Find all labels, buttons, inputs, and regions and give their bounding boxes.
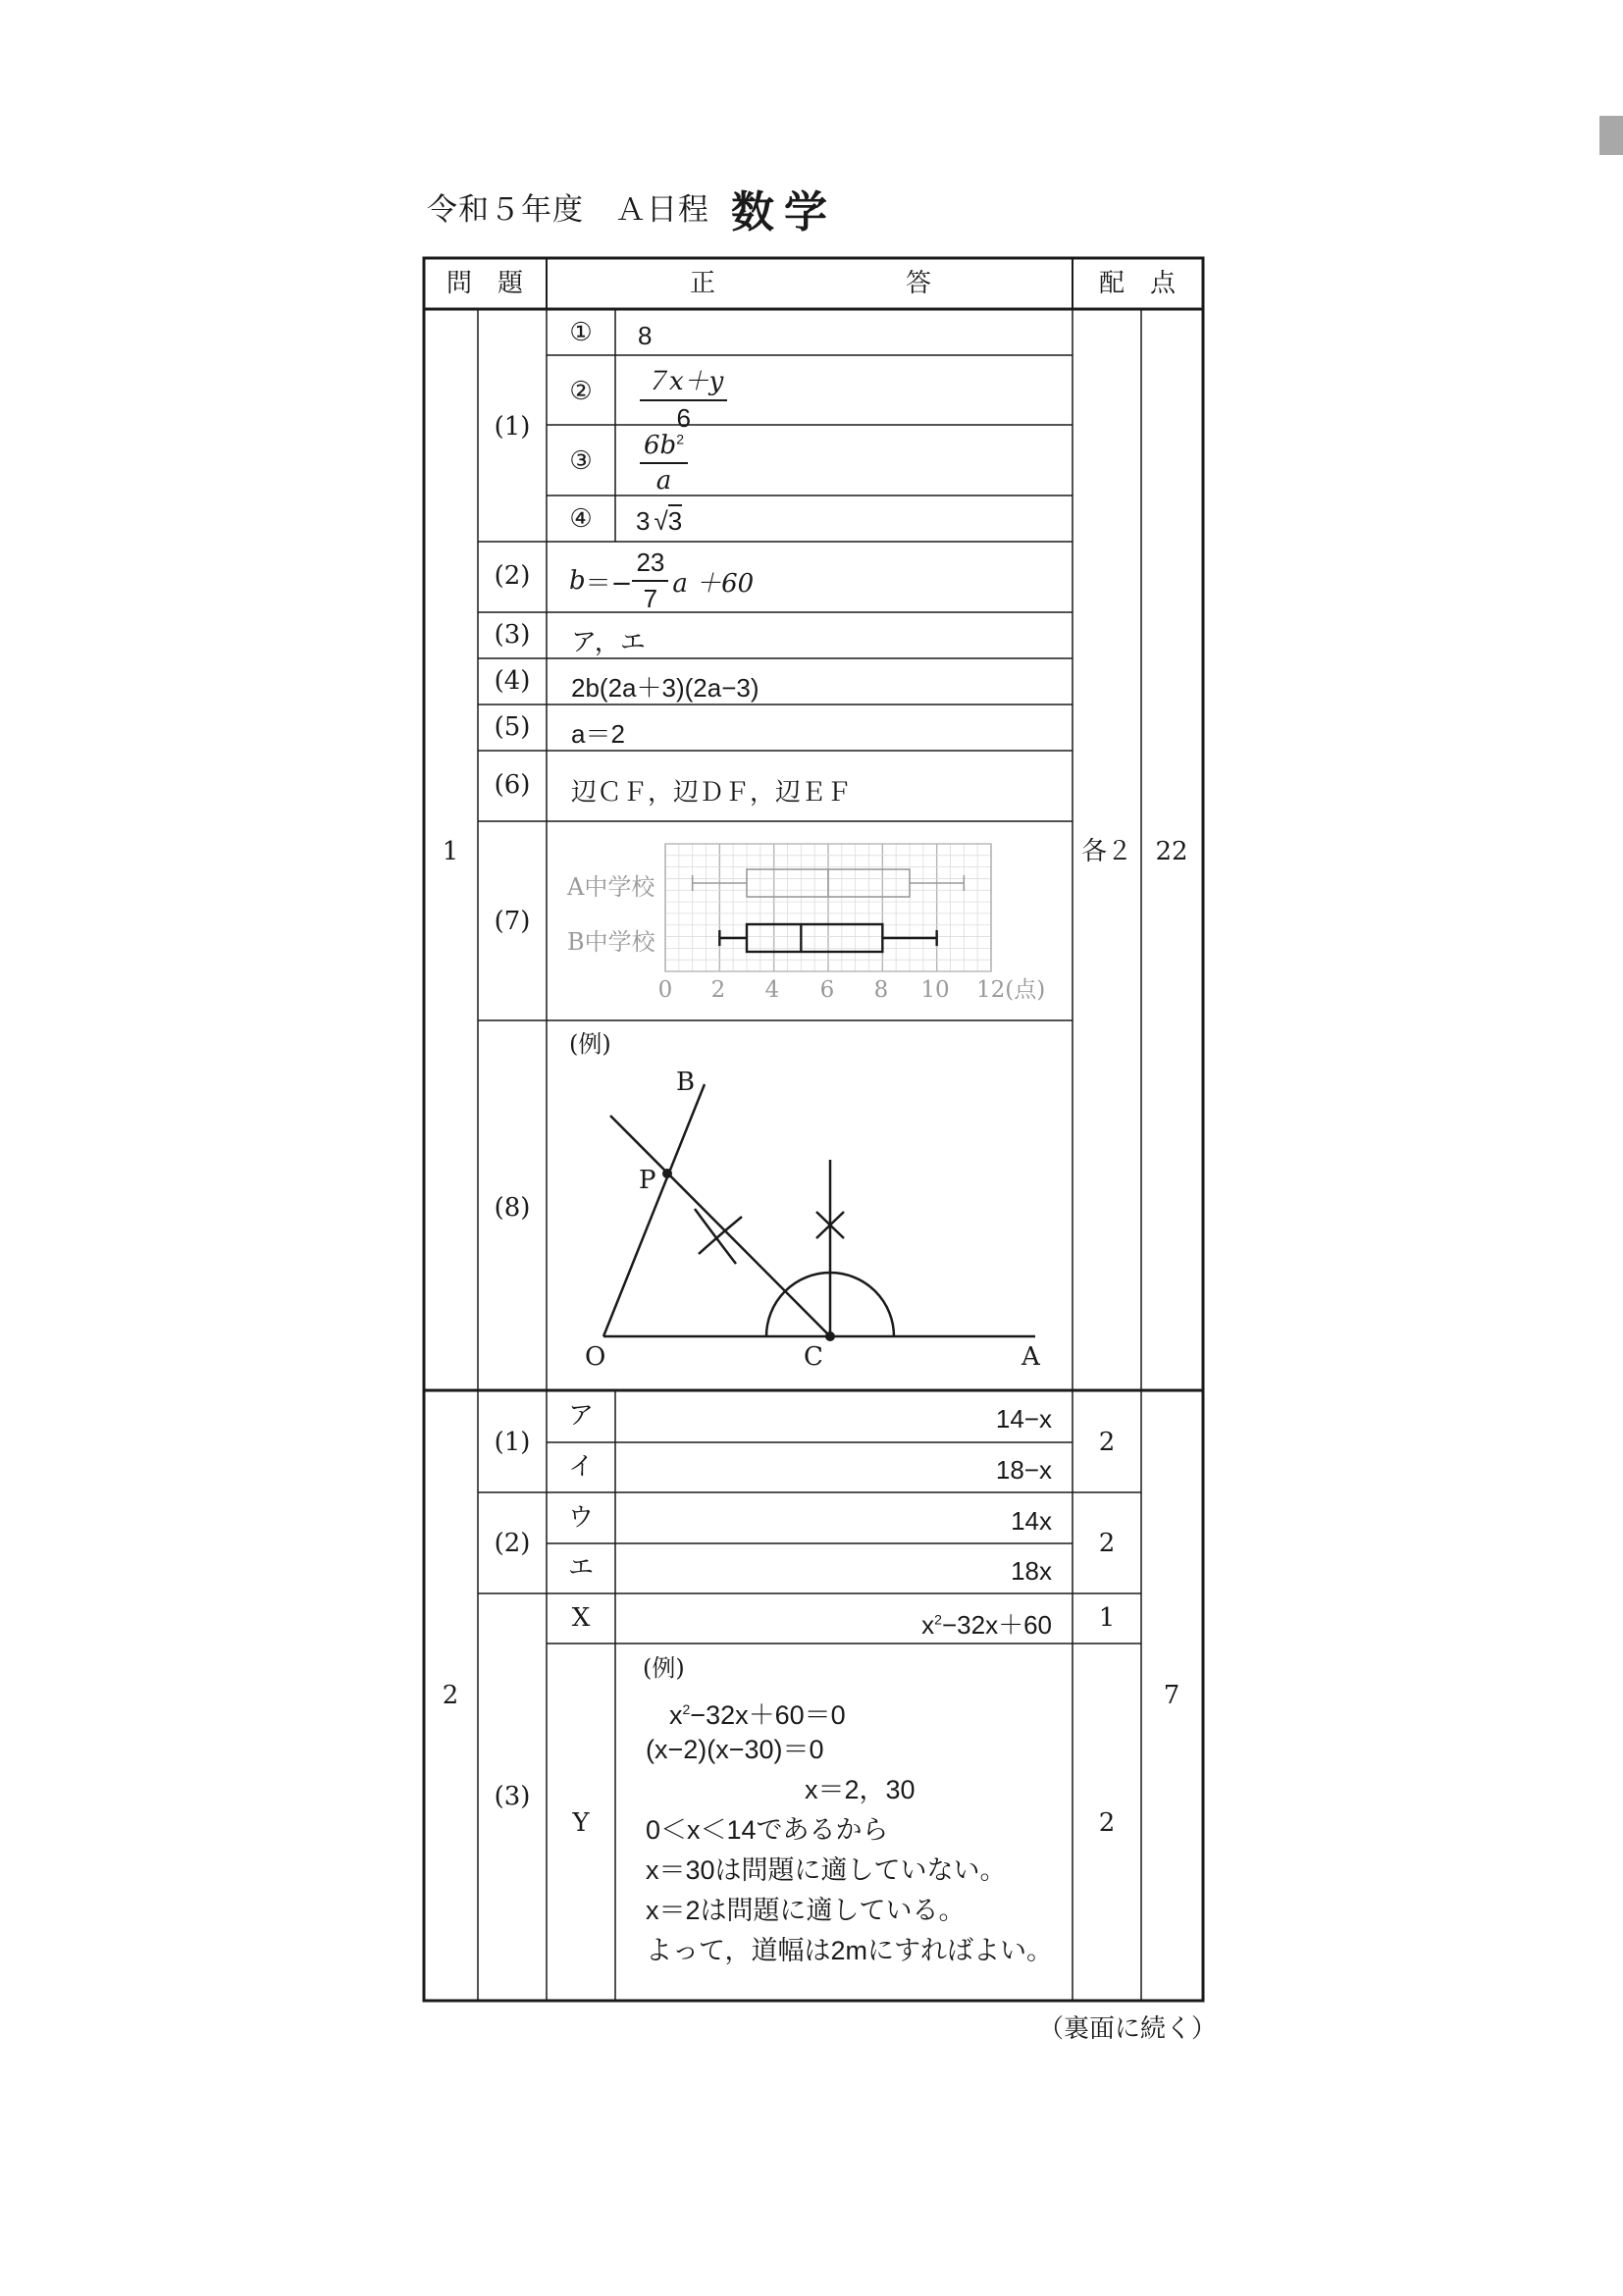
q1-part4-label: (4): [494, 666, 531, 696]
header-answer-left: 正: [689, 269, 716, 298]
q2-score-total: 7: [1163, 1681, 1180, 1710]
bisector-line: [610, 1116, 830, 1336]
point-p-dot: [662, 1169, 672, 1178]
fraction-denominator: 7: [643, 584, 658, 613]
q1-number: 1: [442, 837, 459, 866]
q1-part4-answer: 2b(2a＋3)(2a−3): [571, 673, 759, 703]
exam-year-label: 令和５年度 Ａ日程: [427, 192, 709, 228]
q2-row-answer-a: 14−x: [995, 1404, 1052, 1434]
school-a-label: A中学校: [567, 873, 655, 901]
q1-1-mark-1: ①: [569, 318, 593, 347]
x-tick-2: 2: [710, 977, 726, 1003]
solution-line-7: よって，道幅は2mにすればよい。: [646, 1936, 1053, 1965]
q1-part5-answer: a＝2: [571, 719, 625, 749]
eq-sign: ＝−: [585, 568, 633, 599]
ray-ob: [603, 1084, 705, 1336]
continue-note: （裏面に続く）: [1038, 2014, 1218, 2044]
q2-x-score: 1: [1098, 1603, 1116, 1633]
line1-rest: −32x＋60＝0: [690, 1700, 846, 1730]
point-c-label: C: [804, 1342, 823, 1372]
q1-part1-label: (1): [494, 412, 531, 442]
x-rest: −32x＋60: [941, 1610, 1052, 1640]
x-exponent: 2: [934, 1611, 942, 1628]
sqrt-coefficient: 3: [636, 506, 651, 536]
x-tick-4: 4: [764, 977, 780, 1003]
q1-part7-label: (7): [494, 907, 531, 936]
q2-row-answer-i: 18−x: [995, 1455, 1052, 1485]
point-c-dot: [825, 1331, 835, 1341]
q2-part1-label: (1): [494, 1428, 531, 1457]
line1-base: x: [669, 1700, 683, 1730]
point-a-label: A: [1021, 1342, 1040, 1372]
fraction-denominator: 6: [676, 403, 691, 433]
point-o-label: O: [585, 1342, 606, 1372]
x-tick-6: 6: [819, 977, 835, 1003]
fraction-denominator: a: [655, 466, 672, 496]
q1-part6-label: (6): [494, 770, 531, 800]
q2-x-mark: X: [571, 1603, 591, 1633]
school-b-label: B中学校: [567, 928, 655, 956]
q2-number: 2: [442, 1681, 459, 1710]
sqrt-radicand: 3: [667, 506, 683, 536]
q2-x-answer: [921, 1605, 1052, 1642]
point-b-label: B: [676, 1068, 696, 1097]
solution-line-3: x＝2，30: [805, 1775, 916, 1804]
exponent: 2: [676, 431, 684, 447]
q1-score-total: 22: [1155, 837, 1188, 866]
q1-part3-answer: ア，エ: [571, 627, 646, 656]
q1-1-mark-3: ③: [569, 446, 593, 476]
q1-part8-example: (例): [569, 1030, 611, 1058]
eq-lhs: b: [569, 566, 586, 596]
q2-part2-label: (2): [494, 1529, 531, 1558]
x-tick-8: 8: [873, 977, 889, 1003]
q1-part8-label: (8): [494, 1193, 531, 1223]
solution-line-2: (x−2)(x−30)＝0: [646, 1735, 824, 1764]
fraction-numerator: 6b: [644, 431, 677, 460]
q1-1-mark-4: ④: [569, 504, 593, 534]
point-p-label: P: [639, 1166, 656, 1195]
header-question: 問 題: [445, 269, 524, 298]
q1-1-answer-4: 3 √3: [636, 506, 683, 536]
q1-1-answer-1: 8: [638, 321, 653, 350]
q1-part5-label: (5): [494, 712, 531, 742]
header-score: 配 点: [1098, 269, 1177, 298]
q2-y-example: (例): [643, 1654, 685, 1682]
solution-line-4: 0＜x＜14であるから: [646, 1815, 889, 1845]
q2-row-answer-u: 14x: [1011, 1506, 1052, 1536]
q1-1-mark-2: ②: [569, 377, 593, 406]
q1-score-each: 各２: [1080, 837, 1133, 866]
q2-row-mark-u: ウ: [567, 1503, 595, 1533]
fraction-numerator: ７x＋y: [640, 361, 727, 401]
solution-line-5: x＝30は問題に適していない。: [646, 1855, 1007, 1885]
q2-y-mark: Y: [572, 1808, 590, 1838]
line1-exponent: 2: [682, 1701, 691, 1717]
q2-row-mark-e: エ: [567, 1553, 595, 1583]
q2-part1-score: 2: [1098, 1428, 1116, 1457]
solution-line-6: x＝2は問題に適している。: [646, 1896, 966, 1925]
x-tick-0: 0: [657, 977, 673, 1003]
x-base: x: [921, 1610, 935, 1640]
q2-part2-score: 2: [1098, 1529, 1116, 1558]
eq-tail: a ＋60: [672, 568, 755, 599]
q1-part3-label: (3): [494, 620, 531, 650]
x-tick-10: 10: [920, 977, 950, 1003]
q1-part2-label: (2): [494, 561, 531, 591]
solution-line-1: [669, 1690, 846, 1736]
subject-title: 数学: [731, 187, 837, 237]
header-answer-right: 答: [905, 269, 932, 298]
q2-row-mark-i: イ: [567, 1452, 595, 1482]
q2-row-mark-a: ア: [567, 1401, 595, 1431]
q1-part6-answer: 辺ＣＦ，辺ＤＦ，辺ＥＦ: [571, 777, 853, 807]
q2-part3-label: (3): [494, 1782, 531, 1811]
q2-row-answer-e: 18x: [1011, 1556, 1052, 1586]
x-tick-12: 12(点): [976, 977, 1046, 1003]
q2-y-score: 2: [1098, 1808, 1116, 1838]
fraction-numerator: 23: [632, 548, 668, 582]
